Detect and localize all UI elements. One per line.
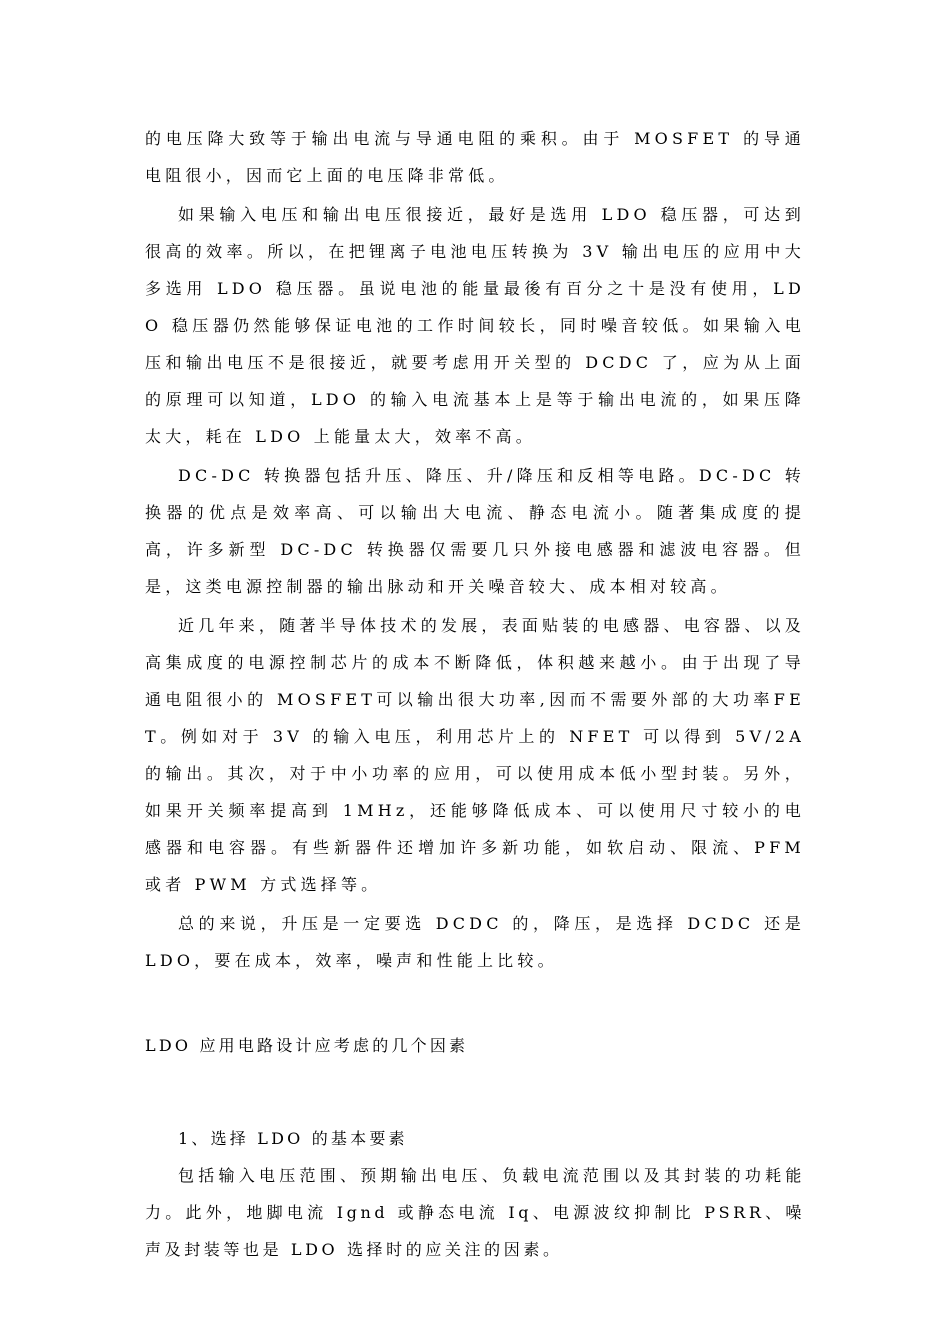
section-heading: LDO 应用电路设计应考虑的几个因素	[145, 1036, 469, 1055]
document-body	[145, 120, 805, 1270]
subsection-heading: 1、选择 LDO 的基本要素	[178, 1129, 408, 1148]
paragraph-dcdc-converter: DC-DC 转换器包括升压、降压、升/降压和反相等电路。DC-DC 转换器的优点是效率高、可以输出大电流、静态电流小。随著集成度的提高，许多新型 DC-DC 转换器仅需要几只外接电感器和滤波电容器。但是，这类电源控制器的输出脉动和开关噪音较大、成本相对较高。	[145, 466, 805, 596]
paragraph-recent-developments: 近几年来，随著半导体技术的发展，表面贴装的电感器、电容器、以及高集成度的电源控制芯片的成本不断降低，体积越来越小。由于出现了导通电阻很小的 MOSFET可以输出很大功率,因而不需要外部的大功率FET。例如对于 3V 的输入电压，利用芯片上的 NFET 可以得到 5V/2A 的输出。其次，对于中小功率的应用，可以使用成本低小型封装。另外，如果开关频率提高到 1MHz，还能够降低成本、可以使用尺寸较小的电感器和电容器。有些新器件还增加许多新功能，如软启动、限流、PFM 或者 PWM 方式选择等。	[145, 616, 805, 894]
paragraph-summary: 总的来说，升压是一定要选 DCDC 的，降压，是选择 DCDC 还是 LDO，要在成本，效率，噪声和性能上比较。	[145, 914, 805, 970]
paragraph-ldo-selection-factors: 包括输入电压范围、预期输出电压、负载电流范围以及其封装的功耗能力。此外，地脚电流 Ignd 或静态电流 Iq、电源波纹抑制比 PSRR、噪声及封装等也是 LDO 选择时的应关注的因素。	[145, 1166, 805, 1259]
paragraph-ldo-efficiency: 如果输入电压和输出电压很接近，最好是选用 LDO 稳压器，可达到很高的效率。所以，在把锂离子电池电压转换为 3V 输出电压的应用中大多选用 LDO 稳压器。虽说电池的能量最後有百分之十是没有使用，LDO 稳压器仍然能够保证电池的工作时间较长，同时噪音较低。如果输入电压和输出电压不是很接近，就要考虑用开关型的 DCDC 了，应为从上面的原理可以知道，LDO 的输入电流基本上是等于输出电流的，如果压降太大，耗在 LDO 上能量太大，效率不高。	[145, 205, 805, 446]
paragraph-mosfet-voltage-drop: 的电压降大致等于输出电流与导通电阻的乘积。由于 MOSFET 的导通电阻很小，因而它上面的电压降非常低。	[145, 129, 805, 185]
